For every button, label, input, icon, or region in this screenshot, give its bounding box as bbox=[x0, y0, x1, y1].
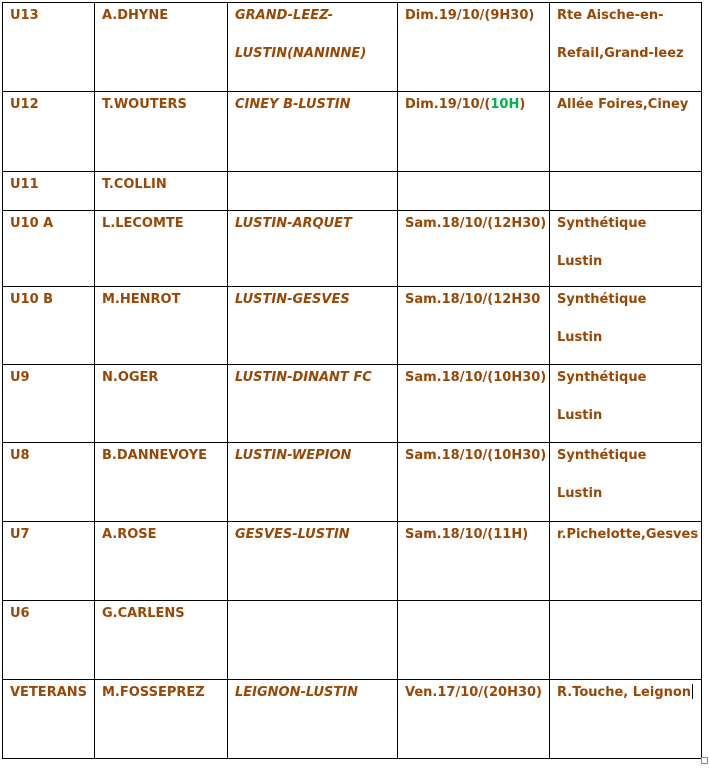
table-row bbox=[3, 211, 702, 287]
table-row bbox=[3, 172, 702, 211]
place-cell bbox=[550, 601, 702, 680]
team-cell: U8 bbox=[3, 443, 95, 522]
team-cell: VETERANS bbox=[3, 680, 95, 759]
text-cursor bbox=[692, 684, 693, 699]
table-row bbox=[3, 287, 702, 365]
team-cell: U6 bbox=[3, 601, 95, 680]
team-cell: U9 bbox=[3, 365, 95, 443]
match-cell bbox=[228, 172, 398, 211]
date-cell bbox=[398, 601, 550, 680]
date-suffix: ) bbox=[519, 97, 526, 112]
date-cell: Ven.17/10/(20H30) bbox=[398, 680, 550, 759]
place-cell: Synthétique Lustin bbox=[550, 365, 702, 443]
date-cell: Sam.18/10/(10H30) bbox=[398, 443, 550, 522]
coach-cell: M.HENROT bbox=[95, 287, 228, 365]
team-cell: U10 B bbox=[3, 287, 95, 365]
date-cell: Sam.18/10/(10H30) bbox=[398, 365, 550, 443]
date-cell: Dim.19/10/(9H30) bbox=[398, 3, 550, 92]
team-cell: U7 bbox=[3, 522, 95, 601]
coach-cell: A.DHYNE bbox=[95, 3, 228, 92]
table-row bbox=[3, 522, 702, 601]
match-cell: LUSTIN-GESVES bbox=[228, 287, 398, 365]
team-cell: U13 bbox=[3, 3, 95, 92]
date-prefix: Dim.19/10/( bbox=[405, 97, 491, 112]
match-cell: LEIGNON-LUSTIN bbox=[228, 680, 398, 759]
coach-cell: T.WOUTERS bbox=[95, 92, 228, 172]
place-cell: Synthétique Lustin bbox=[550, 211, 702, 287]
place-cell[interactable]: R.Touche, Leignon bbox=[550, 680, 702, 759]
coach-cell: M.FOSSEPREZ bbox=[95, 680, 228, 759]
date-cell bbox=[398, 172, 550, 211]
match-cell: LUSTIN-WEPION bbox=[228, 443, 398, 522]
place-cell: Synthétique Lustin bbox=[550, 287, 702, 365]
coach-cell: L.LECOMTE bbox=[95, 211, 228, 287]
coach-cell: N.OGER bbox=[95, 365, 228, 443]
place-cell: Rte Aische-en-Refail,Grand-leez bbox=[550, 3, 702, 92]
date-cell: Sam.18/10/(12H30) bbox=[398, 211, 550, 287]
schedule-table bbox=[2, 2, 702, 759]
table-row bbox=[3, 3, 702, 92]
place-cell: Allée Foires,Ciney bbox=[550, 92, 702, 172]
match-cell bbox=[228, 601, 398, 680]
match-cell: CINEY B-LUSTIN bbox=[228, 92, 398, 172]
date-cell bbox=[398, 92, 550, 172]
table-row bbox=[3, 365, 702, 443]
place-cell: Synthétique Lustin bbox=[550, 443, 702, 522]
team-cell: U10 A bbox=[3, 211, 95, 287]
match-cell: GESVES-LUSTIN bbox=[228, 522, 398, 601]
coach-cell: T.COLLIN bbox=[95, 172, 228, 211]
table-row bbox=[3, 92, 702, 172]
table-resize-handle[interactable] bbox=[701, 757, 708, 764]
coach-cell: A.ROSE bbox=[95, 522, 228, 601]
match-cell: GRAND-LEEZ-LUSTIN(NANINNE) bbox=[228, 3, 398, 92]
team-cell: U12 bbox=[3, 92, 95, 172]
team-cell: U11 bbox=[3, 172, 95, 211]
table-row bbox=[3, 601, 702, 680]
date-time-highlight: 10H bbox=[490, 97, 520, 112]
coach-cell: G.CARLENS bbox=[95, 601, 228, 680]
place-cell bbox=[550, 172, 702, 211]
date-cell: Sam.18/10/(12H30 bbox=[398, 287, 550, 365]
coach-cell: B.DANNEVOYE bbox=[95, 443, 228, 522]
date-cell: Sam.18/10/(11H) bbox=[398, 522, 550, 601]
match-cell: LUSTIN-DINANT FC bbox=[228, 365, 398, 443]
place-cell: r.Pichelotte,Gesves bbox=[550, 522, 702, 601]
match-cell: LUSTIN-ARQUET bbox=[228, 211, 398, 287]
table-row bbox=[3, 680, 702, 759]
table-row bbox=[3, 443, 702, 522]
